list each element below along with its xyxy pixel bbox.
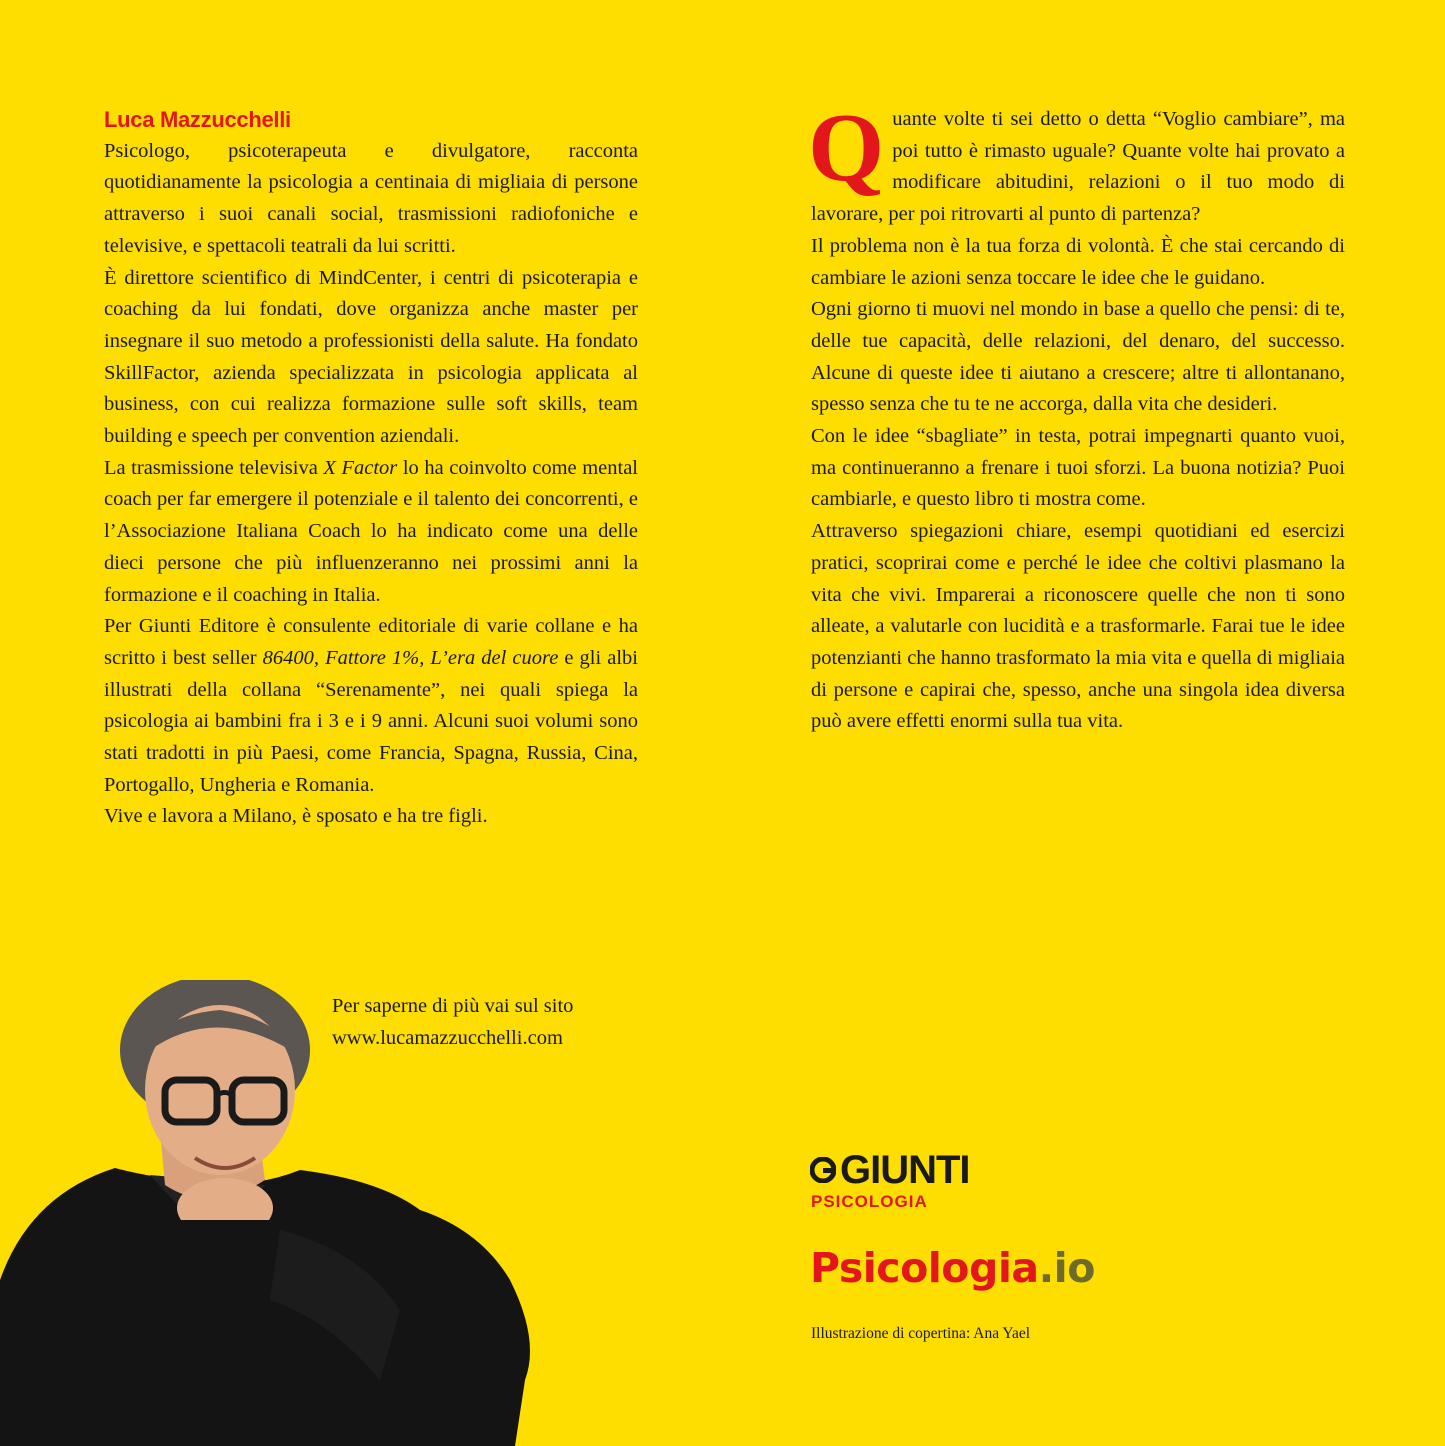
blurb-paragraph: Attraverso spiegazioni chiare, esempi quotidiani ed esercizi pratici, scoprirai come e perché le idee che coltivi plasmano la vita che vivi. Imparerai a riconoscere quelle che non ti sono alleate, a valutarle con lucidità e a trasformarle. Farai tue le idee potenzianti che hanno trasformato la mia vita e quella di migliaia di persone e capirai che, spesso, anche una singola idea diversa può avere effetti enormi sulla tua vita. — [811, 520, 1345, 733]
bio-paragraph: È direttore scientifico di MindCenter, i centri di psicoterapia e coaching da lui fondati, dove organizza anche master per insegnare il suo metodo a professionisti della salute. Ha fondato SkillFactor, azienda specializzata in psicologia applicata al business, con cui realizza formazione sulle soft skills, team building e speech per convention aziendali. — [104, 266, 638, 448]
website-url: www.lucamazzucchelli.com — [332, 1026, 563, 1049]
blurb-paragraph: Ogni giorno ti muovi nel mondo in base a quello che pensi: di te, delle tue capacità, delle relazioni, del denaro, del successo. Alcune di queste idee ti aiutano a crescere; altre ti allontanano, spesso senza che tu te ne accorga, dalla vita che desideri. — [811, 298, 1345, 416]
website-intro: Per saperne di più vai sul sito — [332, 995, 574, 1017]
author-name: Luca Mazzucchelli — [104, 107, 291, 132]
giunti-mark-icon — [810, 1157, 836, 1183]
series-logo: Psicologia.io — [810, 1244, 1095, 1292]
author-photo — [0, 980, 560, 1446]
bio-paragraph: Vive e lavora a Milano, è sposato e ha tre figli. — [104, 805, 488, 828]
publisher-imprint: PSICOLOGIA — [811, 1192, 928, 1211]
blurb-paragraph: Con le idee “sbagliate” in testa, potrai impegnarti quanto vuoi, ma continueranno a frenare i tuoi sforzi. La buona notizia? Puoi cambiarle, e questo libro ti mostra come. — [811, 425, 1345, 511]
bio-paragraph: La trasmissione televisiva X Factor lo ha coinvolto come mental coach per far emergere il potenziale e il talento dei concorrenti, e l’Associazione Italiana Coach lo ha indicato come una delle dieci persone che più influenzeranno nei prossimi anni la formazione e il coaching in Italia. — [104, 456, 638, 606]
bio-paragraph: Psicologo, psicoterapeuta e divulgatore, racconta quotidianamente la psicologia a centinaia di migliaia di persone attraverso i suoi canali social, trasmissioni radiofoniche e televisive, e spettacoli teatrali da lui scritti. — [104, 139, 638, 257]
drop-cap: Q — [808, 94, 885, 202]
giunti-logo — [810, 1150, 970, 1212]
blurb-paragraph: Quante volte ti sei detto o detta “Voglio cambiare”, ma poi tutto è rimasto uguale? Quante volte hai provato a modificare abitudini, relazioni o il tuo modo di lavorare, per poi ritrovarti al punto di partenza? — [808, 94, 1345, 226]
bio-paragraph: Per Giunti Editore è consulente editoriale di varie collane e ha scritto i best seller 86400, Fattore 1%, L’era del cuore e gli albi illustrati della collana “Serenamente”, nei quali spiega la psicologia ai bambini fra i 3 e i 9 anni. Alcuni suoi volumi sono stati tradotti in più Paesi, come Francia, Spagna, Russia, Cina, Portogallo, Ungheria e Romania. — [104, 615, 639, 796]
cover-credit: Illustrazione di copertina: Ana Yael — [811, 1325, 1031, 1342]
blurb — [808, 94, 1345, 738]
blurb-paragraph: Il problema non è la tua forza di volontà. È che stai cercando di cambiare le azioni senza toccare le idee che le guidano. — [811, 234, 1345, 289]
author-bio — [104, 104, 638, 833]
show-title: X Factor — [323, 456, 398, 479]
publisher-name: GIUNTI — [840, 1148, 970, 1192]
book-titles: 86400, Fattore 1%, L’era del cuore — [262, 646, 559, 669]
